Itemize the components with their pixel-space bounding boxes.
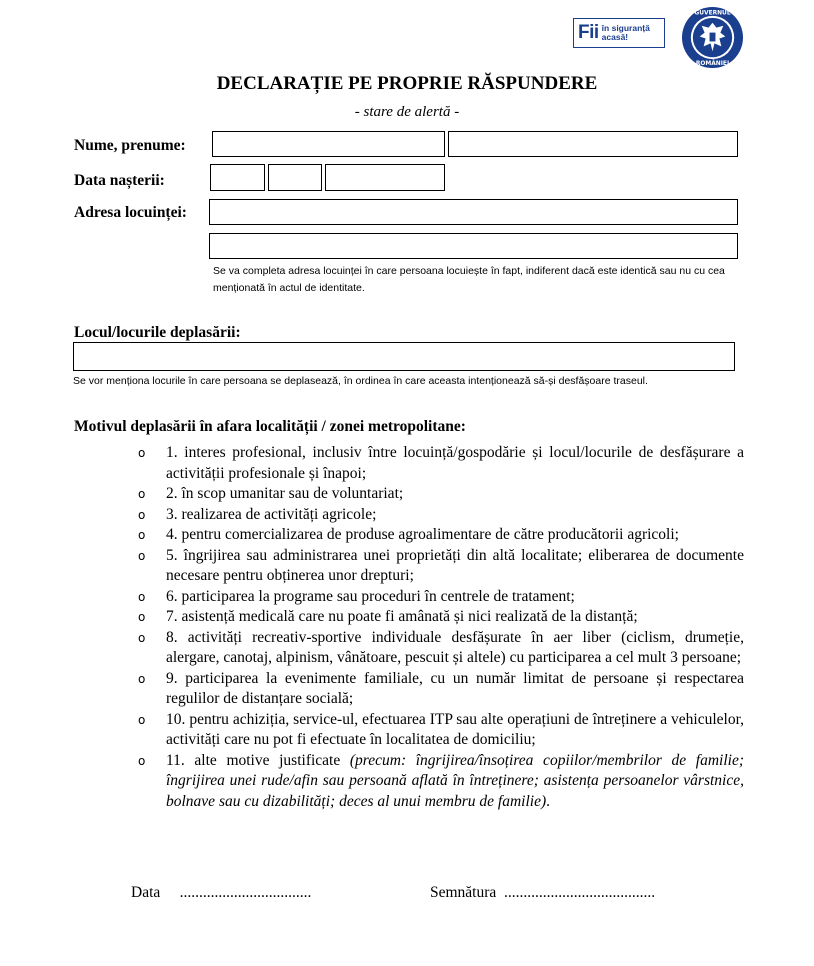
destination-field[interactable] [73,342,735,371]
reason-option-7[interactable] [138,607,744,628]
checkbox-circle-icon[interactable]: o [138,528,146,542]
campaign-logo [573,18,665,48]
birth-year-field[interactable] [325,164,445,191]
checkbox-circle-icon[interactable]: o [138,610,146,624]
checkbox-circle-icon[interactable]: o [138,589,146,604]
checkbox-circle-icon[interactable]: o [138,507,146,522]
reasons-title: Motivul deplasării în afara localității / zonei metropolitane: [74,418,466,435]
reason-text: 5. îngrijirea sau administrarea unei proprietăți din altă localitate; eliberarea de documente necesare pentru obținerea unor drepturi; [166,546,744,584]
checkbox-circle-icon[interactable]: o [138,753,146,768]
campaign-logo-mark: Fii [578,22,599,43]
birth-month-field[interactable] [268,164,322,191]
reason-option-4[interactable] [138,525,744,546]
address-label: Adresa locuinței: [74,204,187,221]
address-note: Se va completa adresa locuinței în care persoana locuiește în fapt, indiferent dacă este identică sau nu cu cea menționată în actul de identitate. [213,265,725,294]
reasons-list [138,443,744,812]
address-field-line1[interactable] [209,199,738,225]
birth-day-field[interactable] [210,164,265,191]
checkbox-circle-icon[interactable]: o [138,712,146,727]
checkbox-circle-icon[interactable]: o [138,630,146,645]
date-signature-line [131,884,311,902]
checkbox-circle-icon[interactable]: o [138,446,146,460]
date-dots[interactable]: .................................. [179,884,312,901]
checkbox-circle-icon[interactable]: o [138,671,146,686]
reason-text: 8. activități recreativ-sportive individuale desfășurate în aer liber (ciclism, drumeție, alergare, canotaj, alpinism, vânătoare, pescuit și altele) cu participarea a cel mult 3 persoane; [166,628,744,666]
reason-option-11[interactable] [138,751,744,813]
signature-dots[interactable]: ....................................... [504,884,656,901]
reason-text: 3. realizarea de activități agricole; [166,505,377,523]
destination-note: Se vor menționa locurile în care persoana se deplasează, în ordinea în care aceasta intenționează să-și desfășoare traseul. [73,375,648,387]
svg-text:GUVERNUL: GUVERNUL [694,10,731,17]
reason-option-6[interactable] [138,587,744,608]
surname-field[interactable] [212,131,445,157]
reason-text: 4. pentru comercializarea de produse agroalimentare de către producătorii agricoli; [166,526,679,543]
checkbox-circle-icon[interactable]: o [138,548,146,563]
reason-option-5[interactable] [138,546,744,587]
reason-text: 11. alte motive justificate (precum: îngrijirea/însoțirea copiilor/membrilor de familie; îngrijirea unei rude/afin sau persoană aflată în întreținere; asistența persoanelor vârstnice, bolnave sau cu dizabilități; deces al unui membru de familie). [166,751,744,810]
destination-label: Locul/locurile deplasării: [74,324,241,341]
reason-examples: (precum: îngrijirea/însoțirea copiilor/membrilor de familie; îngrijirea unei rude/afin sau persoană aflată în întreținere; asistența persoanelor vârstnice, bolnave sau cu dizabilități; deces al unui membru de familie) [166,751,744,810]
reason-option-1[interactable] [138,443,744,484]
reason-option-8[interactable] [138,628,744,669]
reason-option-10[interactable] [138,710,744,751]
reason-text: 10. pentru achiziția, service-ul, efectuarea ITP sau alte operațiuni de întreținere a vehiculelor, activități care nu pot fi efectuate în localitatea de domiciliu; [166,710,744,748]
reason-text: 9. participarea la evenimente familiale, cu un număr limitat de persoane și respectarea regulilor de distanțare socială; [166,669,744,707]
date-label: Data [131,884,161,901]
address-field-line2[interactable] [209,233,738,259]
reason-text: 7. asistență medicală care nu poate fi amânată și nici realizată de la distanță; [166,608,638,625]
document-title: DECLARAȚIE PE PROPRIE RĂSPUNDERE [216,73,598,94]
reason-text: 2. în scop umanitar sau de voluntariat; [166,485,404,502]
svg-text:ROMÂNIEI: ROMÂNIEI [695,61,730,68]
reason-option-3[interactable] [138,505,744,526]
signature-line [430,884,655,902]
first-name-field[interactable] [448,131,738,157]
reason-option-9[interactable] [138,669,744,710]
reason-option-2[interactable] [138,484,744,505]
campaign-logo-text: în siguranță acasă! [601,22,650,42]
document-subtitle: - stare de alertă - [354,104,460,120]
reason-text: 6. participarea la programe sau proceduri în centrele de tratament; [166,587,575,605]
checkbox-circle-icon[interactable]: o [138,487,146,501]
name-label: Nume, prenume: [74,137,186,154]
birthdate-label: Data nașterii: [74,172,165,189]
reason-text: 1. interes profesional, inclusiv între locuință/gospodărie și locul/locurile de desfășurare a activității profesionale și înapoi; [166,444,744,482]
signature-label: Semnătura [430,884,497,901]
government-seal-icon [681,6,744,69]
